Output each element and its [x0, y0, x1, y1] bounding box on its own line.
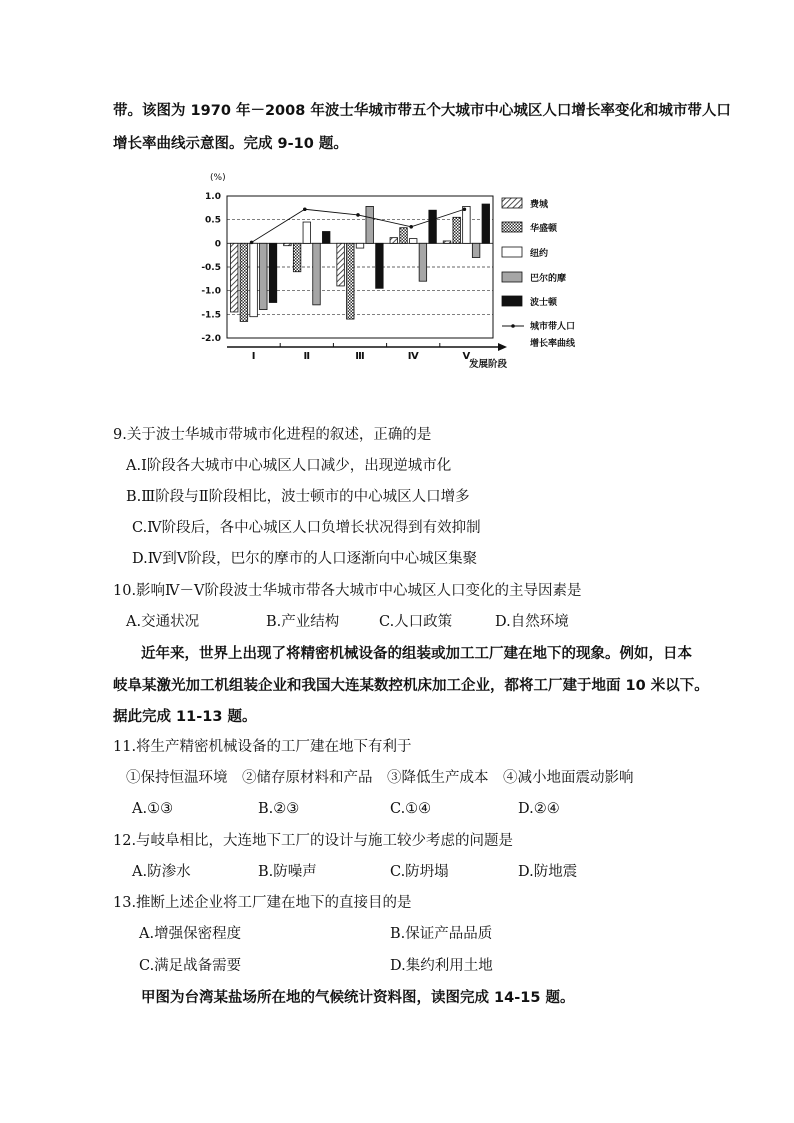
q10-option-d: D.自然环境: [495, 614, 569, 630]
q12-option-b: B.防噪声: [258, 864, 317, 880]
legend-swatch-5: [502, 296, 522, 306]
q13-option-d: D.集约利用土地: [390, 958, 493, 974]
passage2-line-1: 近年来，世界上出现了将精密机械设备的组装或加工工厂建在地下的现象。例如，日本: [141, 646, 692, 662]
bar-4-3: [366, 206, 374, 243]
passage3-line-1: 甲图为台湾某盐场所在地的气候统计资料图，读图完成 14-15 题。: [141, 990, 575, 1006]
bar-2-4: [400, 228, 408, 244]
q11-option-c: C.①④: [390, 801, 432, 817]
x-tick-label: Ⅰ: [251, 351, 256, 362]
x-axis-label: 发展阶段: [469, 359, 508, 370]
line-point-3: [356, 213, 360, 217]
q12-option-d: D.防地震: [518, 864, 578, 880]
bar-2-3: [347, 243, 355, 319]
legend-label-6: 城市带人口: [530, 322, 576, 332]
line-point-5: [463, 207, 467, 211]
y-tick-label: -0.5: [201, 263, 221, 273]
bar-1-2: [284, 243, 292, 245]
x-axis-arrow: [498, 343, 507, 351]
q9-option-a: A.Ⅰ阶段各大城市中心城区人口减少，出现逆城市化: [126, 458, 452, 474]
y-unit-label: (%): [210, 173, 226, 183]
q12-option-a: A.防渗水: [132, 864, 191, 880]
q13-option-b: B.保证产品品质: [390, 926, 493, 942]
intro-line-2: 增长率曲线示意图。完成 9-10 题。: [113, 136, 348, 152]
y-tick-label: 1.0: [205, 192, 221, 202]
bar-4-2: [313, 243, 321, 305]
q9-option-d: D.Ⅳ到Ⅴ阶段，巴尔的摩市的人口逐渐向中心城区集聚: [132, 551, 478, 567]
q10-option-a: A.交通状况: [126, 614, 200, 630]
bar-1-1: [230, 243, 238, 312]
legend-swatch-3: [502, 247, 522, 257]
passage2-line-3: 据此完成 11-13 题。: [113, 709, 257, 725]
q13-option-a: A.增强保密程度: [139, 926, 242, 942]
passage2-line-2: 岐阜某激光加工机组装企业和我国大连某数控机床加工企业，都将工厂建于地面 10 米以下。: [113, 678, 709, 694]
legend-swatch-4: [502, 272, 522, 282]
q11-option-d: D.②④: [518, 801, 560, 817]
bar-5-4: [429, 210, 437, 243]
x-tick-label: Ⅱ: [303, 351, 311, 362]
legend-label-7: 增长率曲线: [530, 339, 576, 349]
bar-5-1: [269, 243, 277, 302]
bar-2-5: [453, 217, 461, 243]
bar-1-4: [390, 238, 398, 244]
bar-4-1: [260, 243, 268, 309]
legend-line-marker: [511, 324, 515, 328]
bar-3-4: [409, 239, 417, 244]
legend-label-3: 纽约: [530, 249, 549, 259]
y-tick-label: -1.5: [201, 310, 221, 321]
x-tick-label: Ⅲ: [355, 351, 365, 362]
bar-1-5: [443, 241, 451, 243]
line-point-2: [303, 207, 307, 211]
y-tick-label: -1.0: [201, 286, 221, 297]
q13-stem: 13.推断上述企业将工厂建在地下的直接目的是: [113, 895, 412, 911]
q11-stem: 11.将生产精密机械设备的工厂建在地下有利于: [113, 739, 412, 755]
intro-line-1: 带。该图为 1970 年－2008 年波士华城市带五个大城市中心城区人口增长率变化和城市带人口: [113, 103, 731, 119]
legend-label-4: 巴尔的摩: [530, 274, 567, 284]
q10-stem: 10.影响Ⅳ－Ⅴ阶段波士华城市带各大城市中心城区人口变化的主导因素是: [113, 583, 582, 599]
q9-stem: 9.关于波士华城市带城市化进程的叙述，正确的是: [113, 427, 432, 443]
line-point-4: [409, 225, 413, 229]
bar-1-3: [337, 243, 345, 286]
q9-option-c: C.Ⅳ阶段后，各中心城区人口负增长状况得到有效抑制: [132, 520, 481, 536]
bar-2-1: [240, 243, 248, 321]
bar-5-3: [376, 243, 384, 288]
legend-swatch-1: [502, 198, 522, 208]
bar-5-2: [322, 232, 330, 244]
y-tick-label: 0.5: [205, 215, 221, 226]
bar-5-5: [482, 204, 490, 243]
legend-label-5: 波士顿: [530, 298, 558, 308]
q10-option-c: C.人口政策: [379, 614, 453, 630]
x-tick-label: Ⅴ: [462, 351, 471, 362]
q10-option-b: B.产业结构: [266, 614, 340, 630]
population-growth-chart: [190, 168, 630, 383]
bar-3-1: [250, 243, 258, 316]
q11-option-b: B.②③: [258, 801, 300, 817]
y-tick-label: -2.0: [201, 334, 221, 344]
y-tick-label: 0: [214, 239, 221, 250]
bar-4-4: [419, 243, 427, 281]
q12-stem: 12.与岐阜相比，大连地下工厂的设计与施工较少考虑的问题是: [113, 833, 514, 849]
legend-swatch-2: [502, 222, 522, 232]
q13-option-c: C.满足战备需要: [139, 958, 242, 974]
bar-3-3: [356, 243, 364, 248]
q12-option-c: C.防坍塌: [390, 864, 449, 880]
q11-option-a: A.①③: [132, 801, 174, 817]
bar-2-2: [293, 243, 301, 271]
q9-option-b: B.Ⅲ阶段与Ⅱ阶段相比，波士顿市的中心城区人口增多: [126, 489, 470, 505]
bar-3-5: [463, 206, 471, 243]
bar-3-2: [303, 222, 311, 243]
q11-items: ①保持恒温环境 ②储存原材料和产品 ③降低生产成本 ④减小地面震动影响: [126, 770, 634, 786]
legend-label-1: 费城: [530, 200, 549, 210]
bar-4-5: [472, 243, 480, 257]
line-point-1: [250, 241, 254, 245]
legend-label-2: 华盛顿: [530, 224, 558, 234]
x-tick-label: Ⅳ: [407, 351, 419, 362]
